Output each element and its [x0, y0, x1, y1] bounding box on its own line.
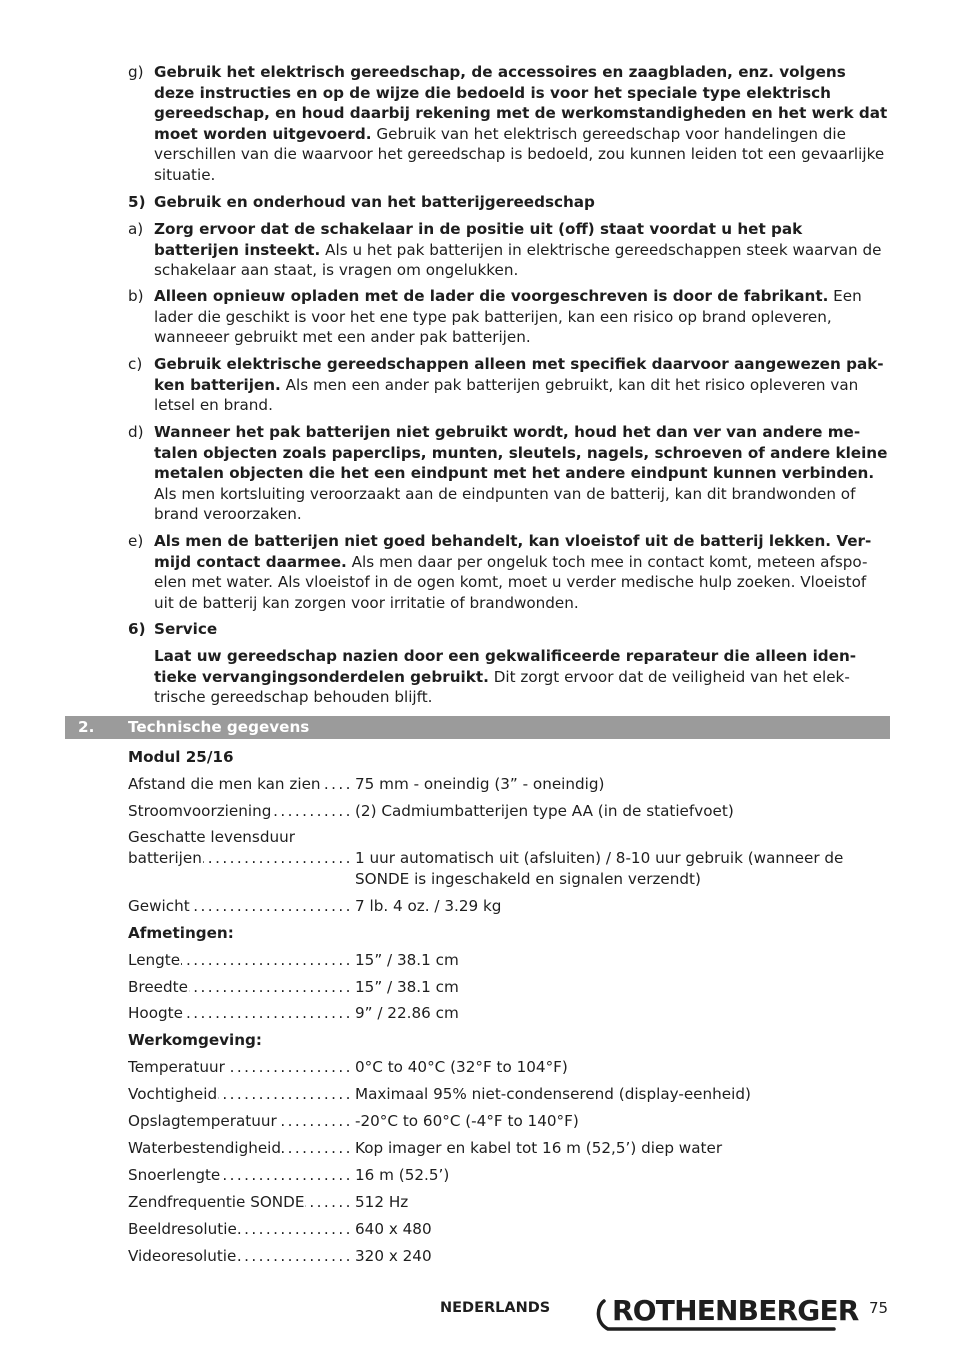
spec-label: Zendfrequentie SONDE: [128, 1193, 305, 1211]
spec-value: Kop imager en kabel tot 16 m (52,5’) diep water: [355, 1139, 723, 1157]
spec-value: 1 uur automatisch uit (afsluiten) / 8-10 uur gebruik (wanneer de SONDE is ingeschakeld en signalen verzendt): [355, 849, 844, 888]
spec-value: 7 lb. 4 oz. / 3.29 kg: [355, 897, 502, 915]
service-text: Dit zorgt ervoor dat de veiligheid van het elek-trische gereedschap behouden blijft.: [154, 667, 850, 707]
item-marker: c): [128, 355, 143, 373]
item-bold-text: Wanneer het pak batterijen niet gebruikt wordt, houd het dan ver van andere me-talen objecten zoals paperclips, munten, sleutels, nagels, schroeven of andere kleine metalen objecten die het een eindpunt met het andere eindpunt kunnen verbinden.: [154, 423, 888, 483]
spec-value: 15” / 38.1 cm: [355, 978, 459, 996]
spec-label: batterijen: [128, 849, 202, 867]
item-text: Gebruik van het elektrisch gereedschap voor handelingen die verschillen van die waarvoor het gereedschap is bedoeld, zou kunnen leiden tot een gevaarlijke situatie.: [154, 124, 885, 184]
service-bold-text: Laat uw gereedschap nazien door een gekwalificeerde reparateur die alleen iden-tieke vervangingsonderdelen gebruikt.: [154, 647, 857, 686]
environment-title: Werkomgeving:: [128, 1031, 262, 1049]
spec-label: Afstand die men kan zien: [128, 775, 321, 793]
page-number: 75: [869, 1299, 889, 1317]
item-marker: b): [128, 287, 144, 305]
section-6-heading: 6) Service: [128, 620, 218, 638]
item-text: Als u het pak batterijen in elektrische gereedschappen steek waarvan de schakelaar aan staat, is vragen om ongelukken.: [154, 240, 882, 280]
spec-label: Hoogte: [128, 1004, 183, 1022]
spec-value: 512 Hz: [355, 1193, 409, 1211]
spec-label: Temperatuur: [128, 1058, 225, 1076]
model-title: Modul 25/16: [128, 748, 234, 766]
battery-label-line1: Geschatte levensduur: [128, 828, 295, 846]
item-text: Een lader die geschikt is voor het ene type pak batterijen, kan een risico op brand opleveren, wanneeer gebruikt met een ander pak batterijen.: [154, 287, 862, 347]
item-marker: e): [128, 532, 144, 550]
item-marker: d): [128, 423, 144, 441]
spec-value: 320 x 240: [355, 1247, 432, 1265]
spec-value: 75 mm - oneindig (3” - oneindig): [355, 775, 605, 793]
spec-label: Stroomvoorziening: [128, 802, 272, 820]
spec-label: Beeldresolutie: [128, 1220, 237, 1238]
section-number: 2.: [78, 718, 95, 736]
rothenberger-logo: [594, 1293, 859, 1335]
service-paragraph: [154, 646, 888, 708]
spec-value: 9” / 22.86 cm: [355, 1004, 459, 1022]
item-bold-text: Gebruik het elektrisch gereedschap, de accessoires en zaagbladen, enz. volgens deze instructies en op de wijze die bedoeld is voor het speciale type elektrisch gereedschap, en houd daarbij rekening met de werkomstandigheden en het werk dat moet worden uitgevoerd.: [154, 63, 888, 143]
spec-value: Maximaal 95% niet-condenserend (display-eenheid): [355, 1085, 751, 1103]
section-5-heading: 5) Gebruik en onderhoud van het batterijgereedschap: [128, 193, 595, 211]
brand-name: ROTHENBERGER: [612, 1294, 859, 1327]
section-title: Technische gegevens: [128, 718, 310, 736]
item-text: Als men kortsluiting veroorzaakt aan de eindpunten van de batterij, kan dit brandwonden of brand veroorzaken.: [154, 484, 856, 524]
item-marker: a): [128, 220, 144, 238]
technical-data-heading-bar: [65, 716, 890, 739]
spec-value: (2) Cadmiumbatterijen type AA (in de statiefvoet): [355, 802, 734, 820]
item-marker: g): [128, 63, 144, 81]
dimensions-title: Afmetingen:: [128, 924, 234, 942]
item-bold-text: Gebruik elektrische gereedschappen alleen met specifiek daarvoor aangewezen pak-ken batterijen.: [154, 355, 884, 394]
item-bold-text: Alleen opnieuw opladen met de lader die voorgeschreven is door de fabrikant.: [154, 287, 829, 305]
item-bold-text: Zorg ervoor dat de schakelaar in de positie uit (off) staat voordat u het pak batterijen insteekt.: [154, 220, 803, 259]
spec-label: Videoresolutie: [128, 1247, 237, 1265]
spec-value: 15” / 38.1 cm: [355, 951, 459, 969]
spec-label: Vochtigheid: [128, 1085, 218, 1103]
spec-value: 0°C to 40°C (32°F to 104°F): [355, 1058, 568, 1076]
footer-language: NEDERLANDS: [440, 1300, 551, 1316]
spec-label: Waterbestendigheid: [128, 1139, 282, 1157]
spec-label: Gewicht: [128, 897, 190, 915]
spec-value: 640 x 480: [355, 1220, 432, 1238]
item-text: Als men een ander pak batterijen gebruikt, kan dit het risico opleveren van letsel en brand.: [154, 375, 859, 415]
item-bold-text: Als men de batterijen niet goed behandelt, kan vloeistof uit de batterij lekken. Ver-mijd contact daarmee.: [154, 532, 872, 571]
spec-value: 16 m (52.5’): [355, 1166, 450, 1184]
spec-value: -20°C to 60°C (-4°F to 140°F): [355, 1112, 579, 1130]
item-text: Als men daar per ongeluk toch mee in contact komt, meteen afspo-elen met water. Als vloeistof in de ogen komt, moet u verder medische hulp zoeken. Vloeistof uit de batterij kan zorgen voor irritatie of brandwonden.: [154, 552, 868, 612]
spec-label: Snoerlengte: [128, 1166, 221, 1184]
spec-label: Breedte: [128, 978, 188, 996]
spec-label: Opslagtemperatuur: [128, 1112, 277, 1130]
spec-label: Lengte: [128, 951, 181, 969]
